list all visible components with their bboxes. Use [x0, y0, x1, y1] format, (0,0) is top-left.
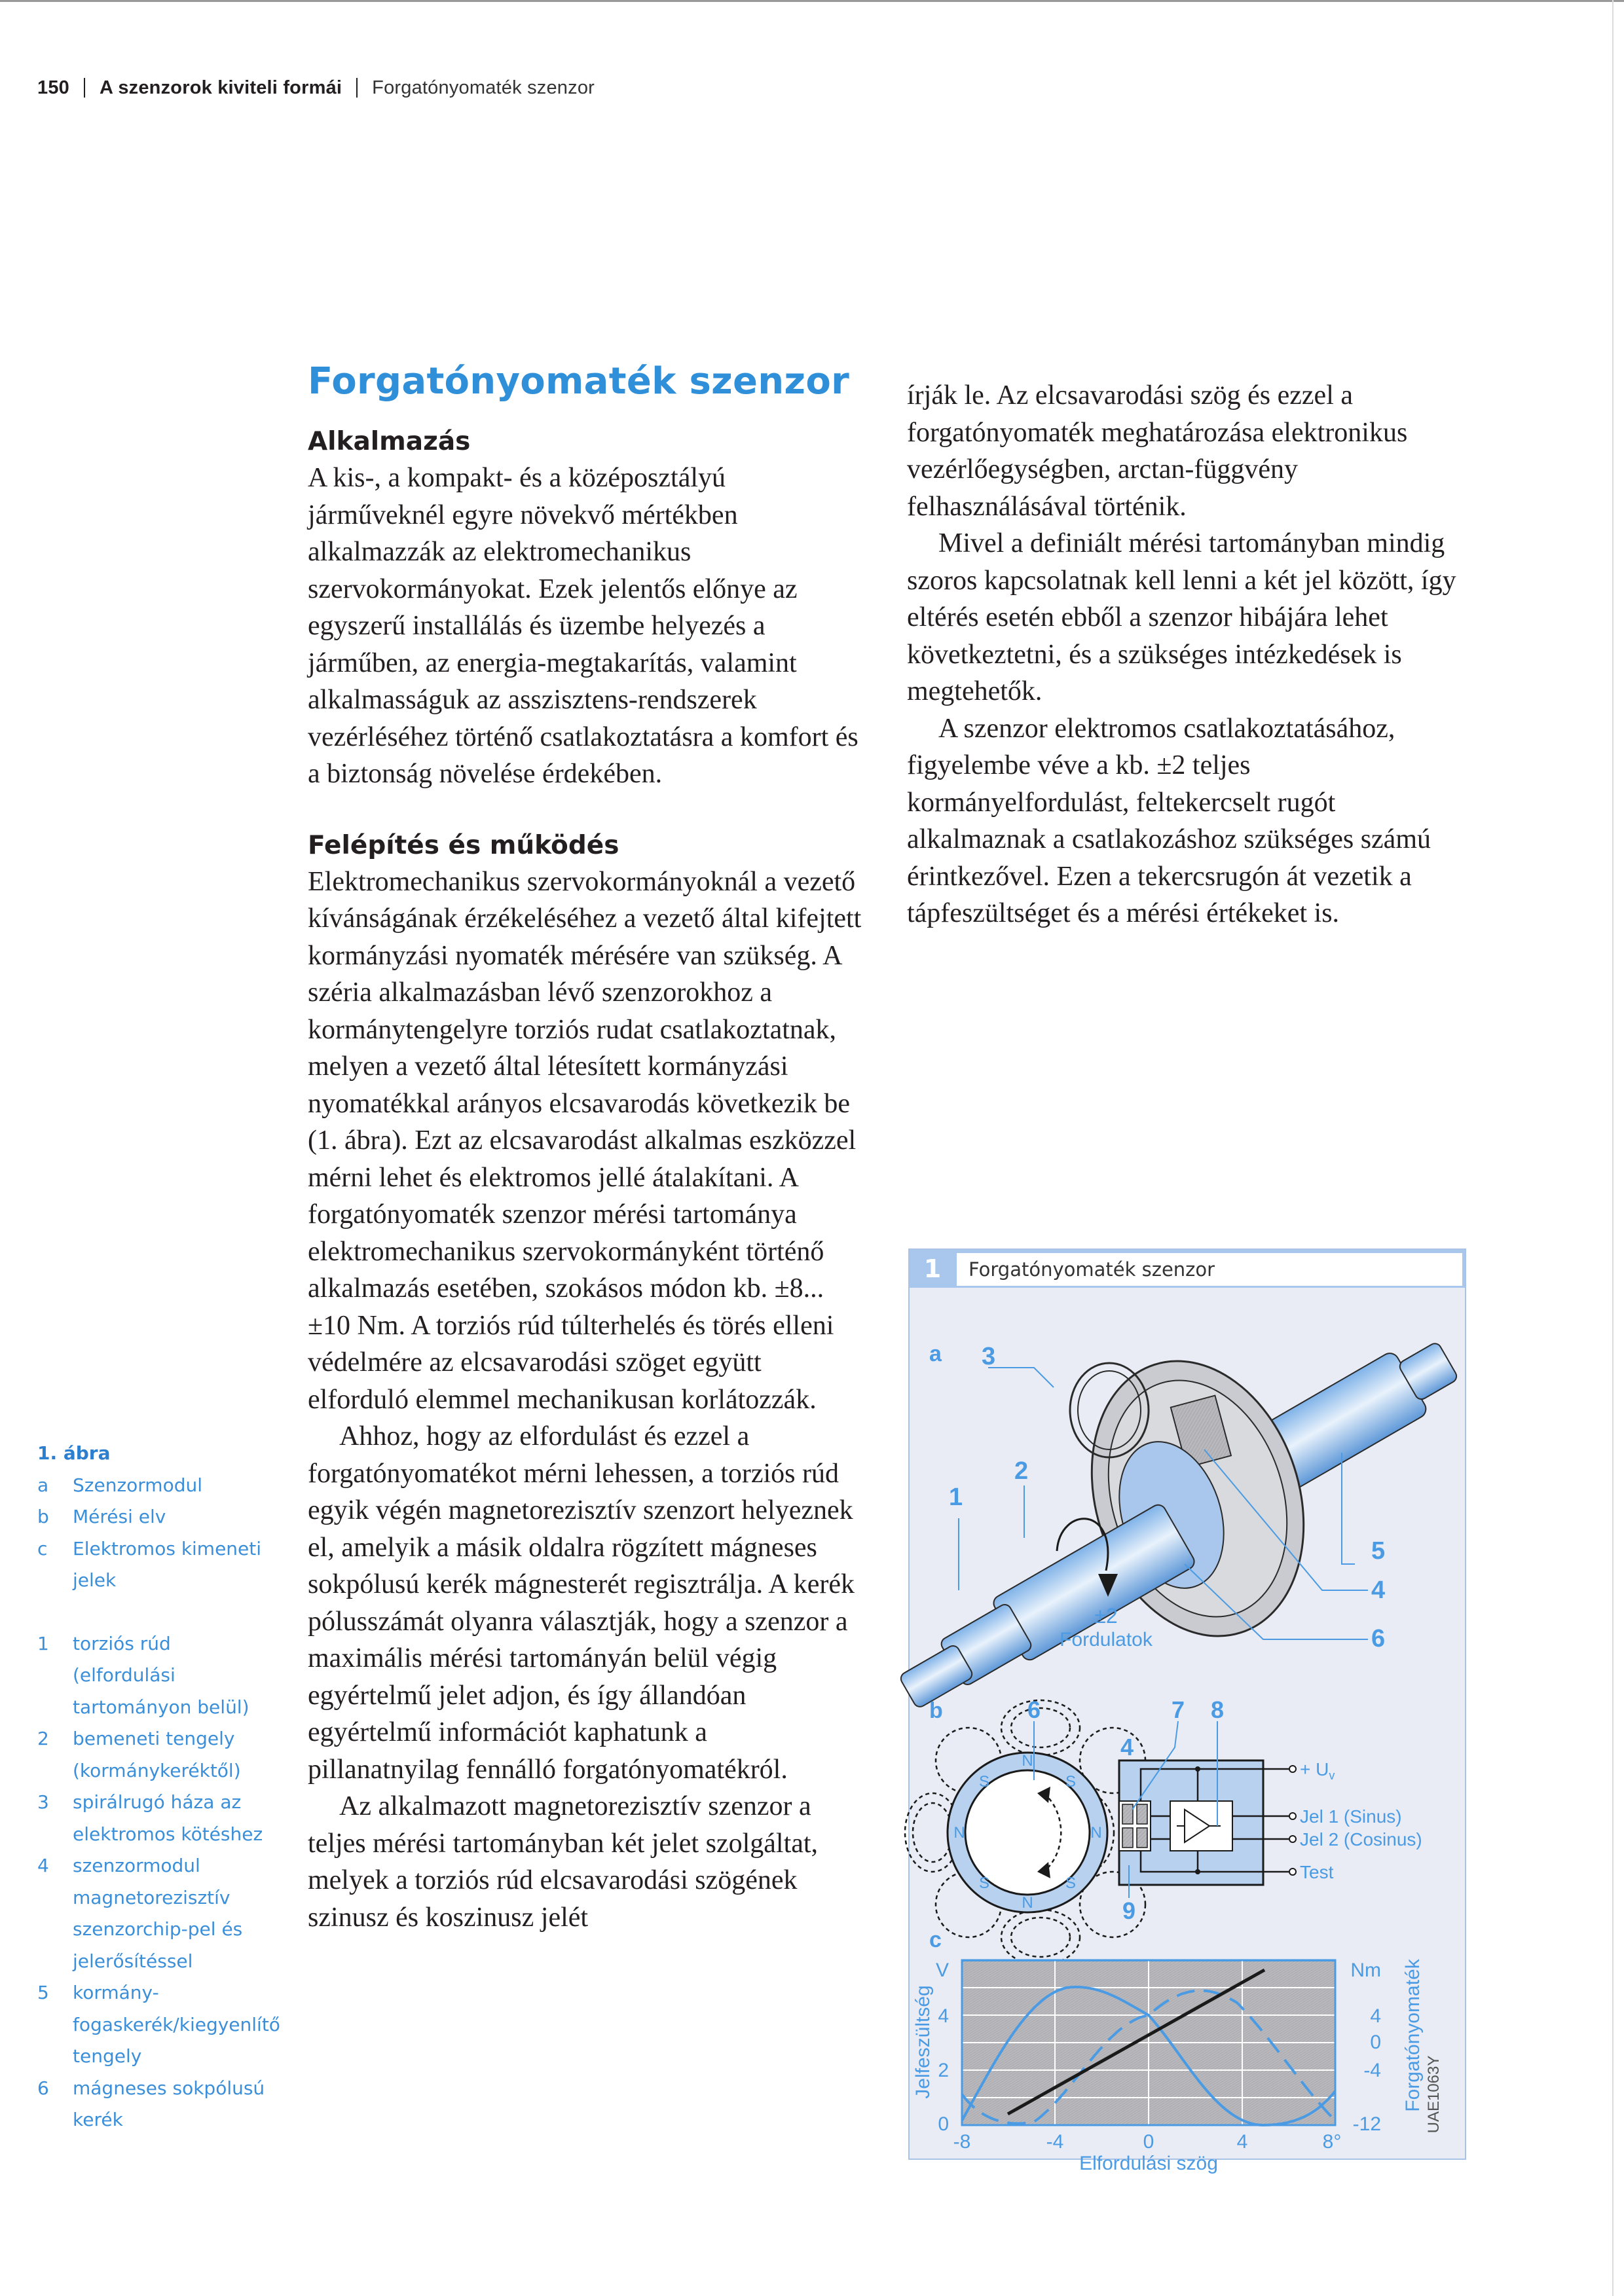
y2-tick: 0	[1370, 2032, 1381, 2053]
x-tick: 8°	[1322, 2131, 1342, 2153]
legend-item: 5 kormány-fogaskerék/kiegyenlítő tengely	[37, 1982, 280, 2067]
callout-1: 1	[949, 1484, 963, 1511]
legend-item: 3 spirálrugó háza az elektromos kötéshez	[37, 1791, 263, 1845]
pole-label: N	[1022, 1752, 1033, 1770]
chapter-title: A szenzorok kiviteli formái	[100, 77, 342, 98]
figure-title: Forgatónyomaték szenzor	[957, 1253, 1462, 1286]
page-number: 150	[37, 77, 69, 98]
paragraph: Ahhoz, hogy az elfordulást és ezzel a forgatónyomatékot mérni lehessen, a torziós rúd egyik végén magnetorezisztív szenzort helyeznek el, amelyik a másik oldalra rögzített mágneses sokpólusú kerék mágnesterét regisztrálja. A kerék pólusszámát olyanra választják, hogy a szenzor a maximális mérési tartományán belül végig egyértelmű jelet adjon, és így állandóan egyértelmű információt kaphatunk a pillanatnyilag fennálló forgatónyomatékról.	[308, 1421, 855, 1785]
panel-c-signal-chart	[912, 1927, 1443, 2174]
y-axis-label: Jelfeszültség	[912, 1985, 934, 2099]
legend-part: c Elektromos kimeneti jelek	[37, 1537, 262, 1591]
figure-box	[908, 1248, 1466, 2174]
paragraph: Mivel a definiált mérési tartományban mindig szoros kapcsolatnak kell lenni a két jel között, így eltérés esetén ebből a szenzor hibájára lehet következtetni, és a szükséges intézkedések is megtehetők.	[907, 528, 1456, 706]
callout-2: 2	[1014, 1457, 1029, 1485]
y2-unit: Nm	[1350, 1959, 1381, 1981]
legend-item: 4 szenzormodul magnetorezisztív szenzorchip-pel és jelerősítéssel	[37, 1855, 243, 1972]
output-supply: + $U_v$	[1300, 1759, 1335, 1782]
article-title: Forgatónyomaték szenzor	[308, 360, 850, 403]
paragraph: írják le. Az elcsavarodási szög és ezzel a forgatónyomaték meghatározása elektronikus vezérlőegységben, arctan-függvény felhasználásával történik.	[907, 380, 1408, 522]
pole-label: N	[1022, 1894, 1033, 1912]
section-heading-application: Alkalmazás	[308, 427, 471, 456]
panel-a-label: a	[929, 1341, 942, 1366]
page-top-rule	[0, 0, 1624, 2]
pole-label: S	[978, 1773, 990, 1791]
paragraph: Elektromechanikus szervokormányoknál a vezető kívánságának érzékeléséhez a vezető által kifejtett kormányzási nyomaték mérésére van szükség. A széria alkalmazásban lévő szenzorokhoz a kormánytengelyre torziós rudat csatlakoztatnak, melyen a vezető által létesített kormányzási nyomatékkal arányos elcsavarodás következik be (1. ábra). Ezt az elcsavarodást alkalmas eszközzel mérni lehet és elektromos jellé átalakítani. A forgatónyomaték szenzor mérési tartománya elektromechanikus szervokormányként történő alkalmazás esetében, szokásos módon kb. ±8...±10 Nm. A torziós rúd túlterhelés és törés elleni védelmére az elcsavarodási szöget együtt elforduló elemmel mechanikusan korlátozzák.	[308, 866, 862, 1415]
section-heading-construction: Felépítés és működés	[308, 830, 619, 860]
paragraph: Az alkalmazott magnetorezisztív szenzor a teljes mérési tartományban két jelet szolgáltat, melyek a torziós rúd elcsavarodási szögének szinusz és koszinusz jelét	[308, 1791, 819, 1933]
header-separator	[356, 78, 358, 98]
rotation-label: Fordulatok	[1060, 1629, 1153, 1650]
x-axis-label: Elfordulási szög	[1079, 2153, 1218, 2174]
pole-label: S	[978, 1874, 990, 1892]
callout-9: 9	[1122, 1897, 1136, 1924]
callout-6: 6	[1027, 1696, 1041, 1723]
figure-number: 1	[923, 1254, 942, 1283]
legend-item: 2 bemeneti tengely (kormánykeréktől)	[37, 1728, 241, 1781]
y-unit: V	[935, 1959, 949, 1981]
header-separator	[84, 78, 85, 98]
paragraph: A szenzor elektromos csatlakoztatásához, figyelembe véve a kb. ±2 teljes kormányelfordulást, feltekercselt rugót alkalmaznak a csatlakozáshoz szükséges számú érintkezővel. Ezen a tekercsrugón át vezetik a tápfeszültséget és a mérési értékeket is.	[907, 713, 1431, 928]
legend-part: b Mérési elv	[37, 1506, 166, 1527]
pole-label: S	[1065, 1874, 1077, 1892]
callout-8: 8	[1210, 1696, 1225, 1723]
callout-4: 4	[1120, 1734, 1134, 1760]
running-header	[37, 73, 595, 102]
y2-tick: 4	[1370, 2005, 1381, 2027]
rotation-value: ±2	[1094, 1604, 1118, 1628]
paragraph: A kis-, a kompakt- és a középosztályú járműveknél egyre növekvő mértékben alkalmazzák az elektromechanikus szervokormányokat. Ezek jelentős előnye az egyszerű installálás és üzembe helyezés a járműben, az energia-megtakarítás, valamint alkalmasságuk az asszisztens-rendszerek vezérléséhez történő csatlakoztatásra a komfort és a biztonság növelése érdekében.	[308, 463, 858, 789]
pole-label: N	[1090, 1824, 1102, 1842]
output-signal-1: Jel 1 (Sinus)	[1300, 1806, 1402, 1827]
panel-a-shaft-illustration	[889, 1329, 1466, 1722]
x-tick: 0	[1143, 2131, 1154, 2153]
pole-label: N	[953, 1824, 965, 1842]
callout-4: 4	[1371, 1576, 1386, 1604]
panel-b-label: b	[929, 1698, 943, 1723]
x-tick: -8	[953, 2131, 971, 2153]
legend-title: 1. ábra	[37, 1442, 111, 1464]
pole-label: S	[1065, 1773, 1077, 1791]
page-right-edge	[1612, 0, 1614, 2296]
y-tick: 2	[938, 2060, 949, 2081]
y2-tick: -12	[1352, 2113, 1381, 2135]
figure-header	[910, 1250, 1465, 1288]
output-signal-2: Jel 2 (Cosinus)	[1300, 1829, 1422, 1850]
figure-legend	[37, 1438, 280, 2136]
output-ground: Test	[1300, 1862, 1334, 1882]
legend-part: a Szenzormodul	[37, 1474, 202, 1496]
section-title: Forgatónyomaték szenzor	[372, 77, 595, 98]
main-text-column	[308, 359, 864, 1936]
y-tick: 4	[938, 2005, 949, 2027]
panel-c-label: c	[929, 1927, 942, 1952]
legend-item: 6 mágneses sokpólusú kerék	[37, 2077, 265, 2130]
legend-item: 1 torziós rúd (elfordulási tartományon belül)	[37, 1632, 249, 1718]
right-text-column	[907, 377, 1470, 932]
figure-illustration	[910, 1289, 1465, 2174]
callout-3: 3	[982, 1343, 996, 1370]
x-tick: -4	[1046, 2131, 1064, 2153]
y2-tick: -4	[1363, 2060, 1381, 2081]
callout-6: 6	[1371, 1625, 1386, 1652]
callout-5: 5	[1371, 1537, 1386, 1565]
y2-axis-label: Forgatónyomaték	[1402, 1959, 1424, 2112]
callout-7: 7	[1171, 1696, 1185, 1723]
y-tick: 0	[938, 2113, 949, 2135]
x-tick: 4	[1236, 2131, 1248, 2153]
panel-b-measuring-principle	[905, 1696, 1422, 1965]
figure-code: UAE1063Y	[1425, 2055, 1443, 2134]
